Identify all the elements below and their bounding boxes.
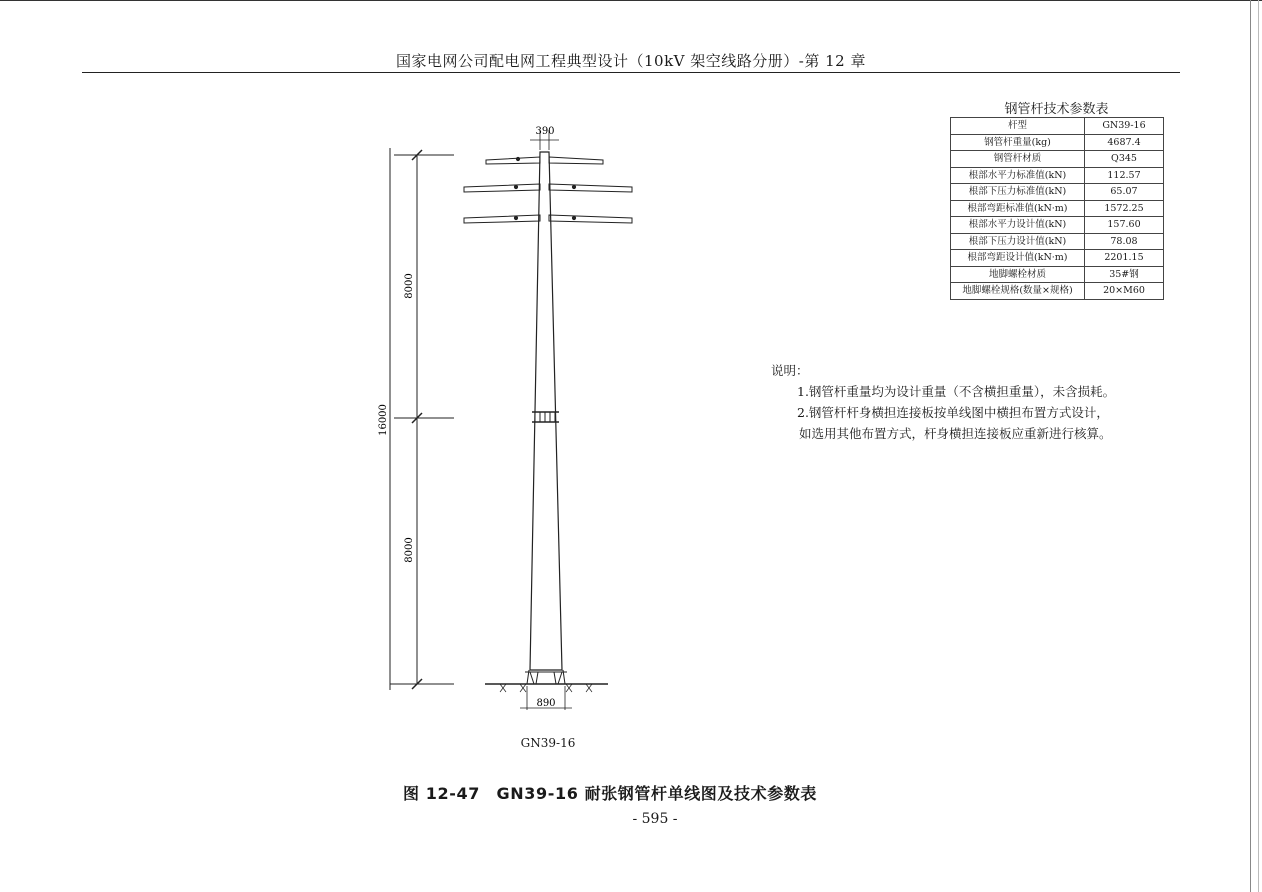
table-cell-key: 根部弯距设计值(kN·m) [951,250,1085,267]
table-cell-value: GN39-16 [1085,118,1164,135]
table-cell-key: 根部弯距标准值(kN·m) [951,200,1085,217]
table-row [951,266,1164,283]
table-cell-value: 1572.25 [1085,200,1164,217]
table-row [951,233,1164,250]
figure-caption: 图 12-47 GN39-16 耐张钢管杆单线图及技术参数表 [402,784,817,803]
frame-right-line-outer [1258,0,1259,892]
frame-top-line [0,0,1262,1]
dim-base-width: 890 [536,698,556,709]
pole-type-label: GN39-16 [520,736,576,750]
table-cell-key: 地脚螺栓规格(数量×规格) [951,283,1085,300]
crossarm-mid-right [549,184,632,192]
table-cell-key: 根部水平力标准值(kN) [951,167,1085,184]
crossarm-top-left [486,157,540,164]
pole-base-plate [525,672,567,684]
table-row [951,283,1164,300]
crossarm-top-right [549,157,603,164]
params-table-title: 钢管杆技术参数表 [1004,102,1109,117]
page-number: - 595 - [632,811,678,827]
table-cell-key: 地脚螺栓材质 [951,266,1085,283]
table-cell-key: 根部下压力标准值(kN) [951,184,1085,201]
table-cell-value: 157.60 [1085,217,1164,234]
header-rule [82,72,1180,73]
table-row [951,184,1164,201]
table-cell-value: 35#钢 [1085,266,1164,283]
dim-upper-height: 8000 [404,273,415,299]
table-cell-key: 根部下压力设计值(kN) [951,233,1085,250]
table-row [951,250,1164,267]
table-cell-value: 78.08 [1085,233,1164,250]
table-row [951,151,1164,168]
table-cell-value: 4687.4 [1085,134,1164,151]
frame-right-line [1250,0,1251,892]
crossarm-mid-left [464,184,540,192]
pole-flange-joint [532,412,559,422]
notes-title: 说明： [771,363,809,378]
crossarm-low-right [549,215,632,223]
dim-lower-height: 8000 [404,537,415,563]
params-table [950,117,1164,300]
table-cell-key: 钢管杆材质 [951,151,1085,168]
table-cell-key: 根部水平力设计值(kN) [951,217,1085,234]
table-cell-value: 20×M60 [1085,283,1164,300]
table-cell-value: 65.07 [1085,184,1164,201]
table-cell-key: 杆型 [951,118,1085,135]
table-row [951,167,1164,184]
page-header: 国家电网公司配电网工程典型设计（10kV 架空线路分册）-第 12 章 [396,52,866,70]
dim-top-width: 390 [535,126,555,137]
table-row [951,200,1164,217]
table-cell-value: Q345 [1085,151,1164,168]
table-cell-value: 112.57 [1085,167,1164,184]
table-row [951,118,1164,135]
pole-drawing [360,110,640,710]
table-cell-key: 钢管杆重量(kg) [951,134,1085,151]
note-line-3: 如选用其他布置方式，杆身横担连接板应重新进行核算。 [799,426,1112,441]
note-line-2: 2.钢管杆杆身横担连接板按单线图中横担布置方式设计， [797,405,1109,420]
table-cell-value: 2201.15 [1085,250,1164,267]
dim-total-height: 16000 [378,404,389,436]
crossarm-low-left [464,215,540,223]
ground-hatch [500,684,592,692]
table-row [951,217,1164,234]
pole-shaft [530,152,562,670]
table-row [951,134,1164,151]
notes-block [771,360,1115,444]
note-line-1: 1.钢管杆重量均为设计重量（不含横担重量），未含损耗。 [797,384,1116,399]
